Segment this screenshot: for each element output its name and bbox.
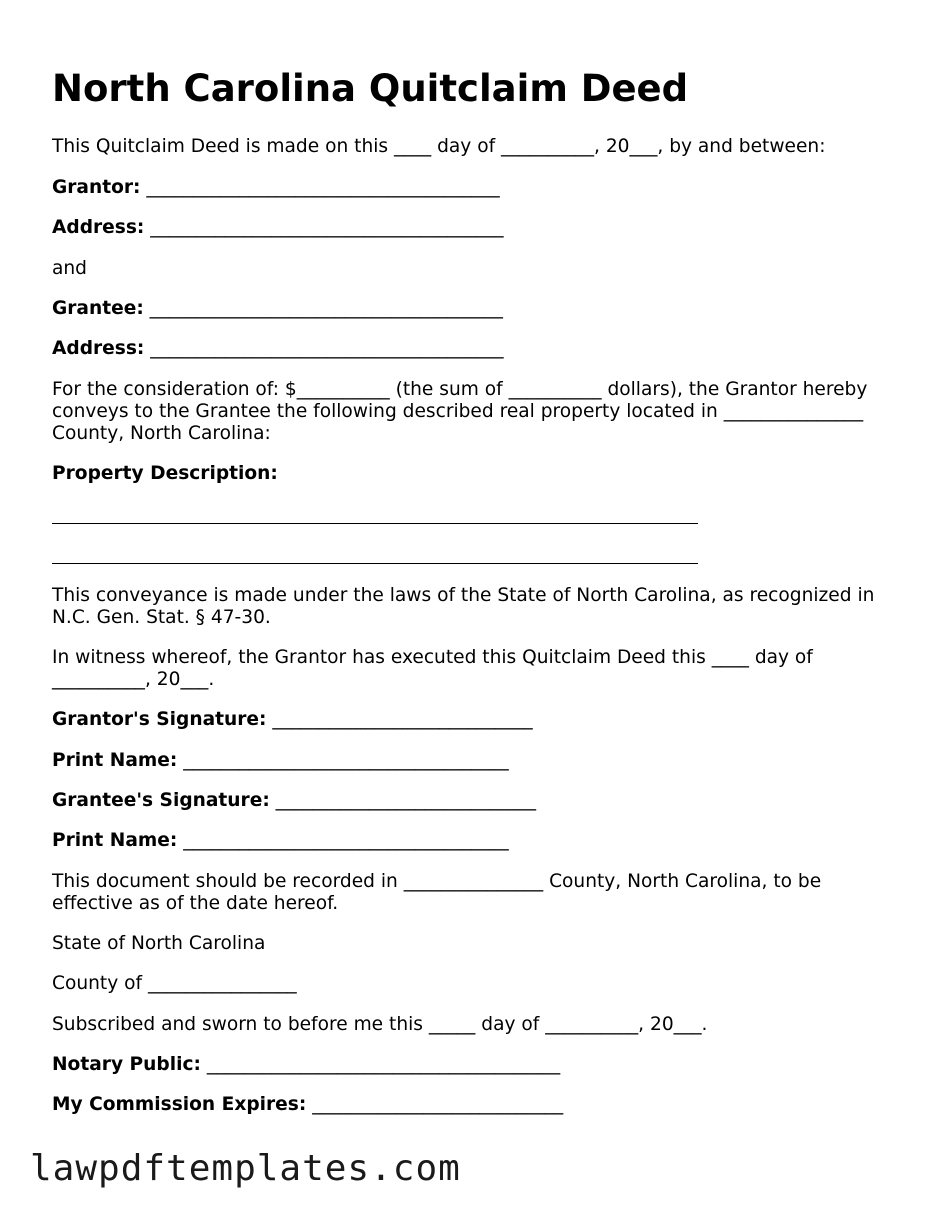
grantor-line bbox=[52, 177, 500, 199]
laws-paragraph: This conveyance is made under the laws of the State of North Carolina, as recognized in N.C. Gen. Stat. § 47-30. bbox=[52, 585, 875, 628]
grantor-print-name-line bbox=[52, 750, 509, 772]
property-description-rule bbox=[52, 563, 698, 564]
grantee-signature-blank: ____________________________ bbox=[269, 790, 536, 811]
grantee-address-blank: ______________________________________ bbox=[144, 338, 504, 359]
state-line: State of North Carolina bbox=[52, 933, 266, 954]
grantor-blank: ______________________________________ bbox=[140, 177, 500, 198]
grantor-address-blank: ______________________________________ bbox=[144, 217, 504, 238]
grantor-print-name-label: Print Name: bbox=[52, 750, 178, 771]
grantor-signature-label: Grantor's Signature: bbox=[52, 709, 267, 730]
notary-blank: ______________________________________ bbox=[200, 1054, 561, 1075]
commission-blank: ___________________________ bbox=[306, 1094, 564, 1115]
document-title: North Carolina Quitclaim Deed bbox=[52, 67, 689, 110]
grantee-signature-line bbox=[52, 790, 536, 812]
grantee-address-label: Address: bbox=[52, 338, 145, 359]
commission-label: My Commission Expires: bbox=[52, 1094, 307, 1115]
grantee-blank: ______________________________________ bbox=[143, 298, 503, 319]
grantee-signature-label: Grantee's Signature: bbox=[52, 790, 270, 811]
notary-label: Notary Public: bbox=[52, 1054, 201, 1075]
grantor-signature-line bbox=[52, 709, 533, 731]
intro-line: This Quitclaim Deed is made on this ____ day of __________, 20___, by and between: bbox=[52, 136, 826, 157]
grantor-signature-blank: ____________________________ bbox=[266, 709, 533, 730]
and-text: and bbox=[52, 258, 87, 279]
property-description-rule bbox=[52, 523, 698, 524]
recorded-paragraph: This document should be recorded in _______________ County, North Carolina, to be effective as of the date hereof. bbox=[52, 871, 822, 914]
commission-line bbox=[52, 1094, 563, 1116]
property-description-heading: Property Description: bbox=[52, 463, 278, 484]
consideration-paragraph: For the consideration of: $__________ (the sum of __________ dollars), the Grantor hereby conveys to the Grantee the following described real property located in _______________ County, North Carolina: bbox=[52, 379, 868, 444]
property-description-label bbox=[52, 463, 278, 485]
grantor-address-label: Address: bbox=[52, 217, 145, 238]
notary-line bbox=[52, 1054, 560, 1076]
watermark: lawpdftemplates.com bbox=[30, 1148, 461, 1189]
grantee-print-name-line bbox=[52, 830, 509, 852]
grantee-print-name-blank: ___________________________________ bbox=[177, 830, 509, 851]
subscribed-line: Subscribed and sworn to before me this _____ day of __________, 20___. bbox=[52, 1014, 708, 1035]
grantee-line bbox=[52, 298, 503, 320]
grantor-label: Grantor: bbox=[52, 177, 141, 198]
county-line: County of ________________ bbox=[52, 973, 297, 994]
grantee-print-name-label: Print Name: bbox=[52, 830, 178, 851]
witness-paragraph: In witness whereof, the Grantor has executed this Quitclaim Deed this ____ day of __________, 20___. bbox=[52, 647, 813, 690]
grantee-address-line bbox=[52, 338, 504, 360]
grantee-label: Grantee: bbox=[52, 298, 144, 319]
grantor-print-name-blank: ___________________________________ bbox=[177, 750, 509, 771]
grantor-address-line bbox=[52, 217, 504, 239]
